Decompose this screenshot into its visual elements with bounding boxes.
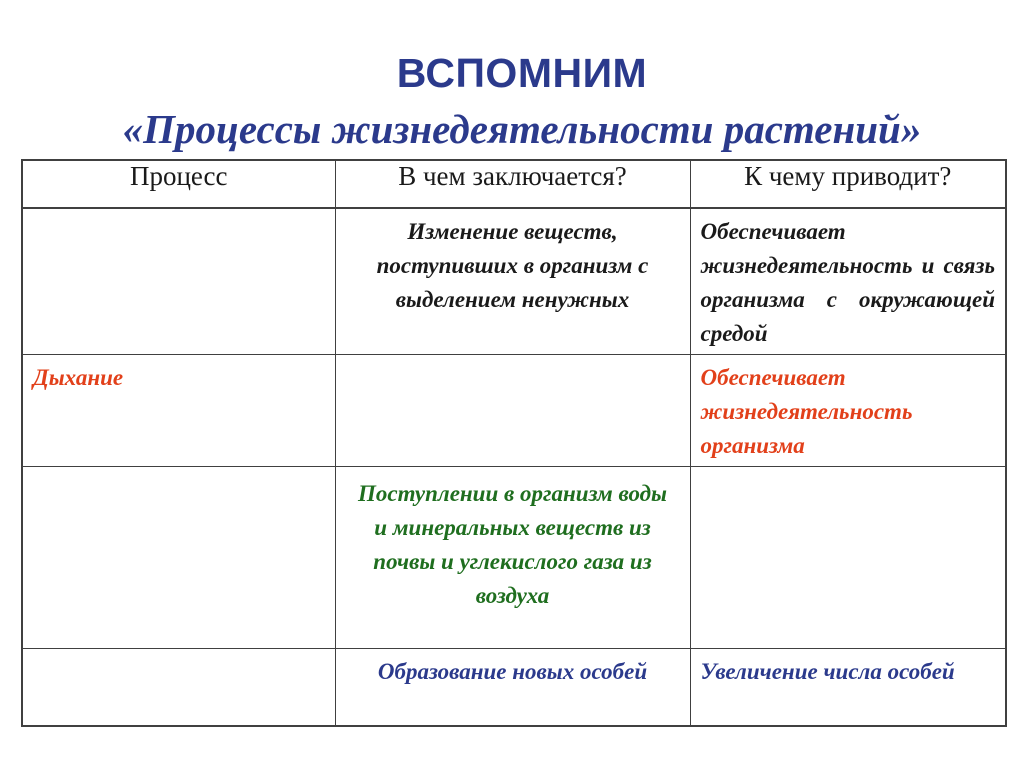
cell-process [22, 354, 335, 466]
cell-essence [335, 466, 690, 648]
cell-result [690, 208, 1006, 354]
cell-process [22, 466, 335, 648]
essence-text: Образование новых особей [377, 658, 648, 684]
result-text [691, 467, 1006, 473]
table-row [22, 648, 1006, 726]
essence-text [336, 355, 690, 361]
cell-essence [335, 354, 690, 466]
cell-result [690, 354, 1006, 466]
table-header-row [22, 160, 1006, 208]
header-essence: В чем заключается? [335, 160, 690, 208]
header-process: Процесс [22, 160, 335, 208]
essence-text: Поступлении в организм воды и минеральных веществ из почвы и углекислого газа из воздуха [357, 480, 668, 608]
process-text [23, 209, 335, 215]
result-text: Обеспечивает жизнедеятельность и связь организма с окружающей средой [700, 219, 995, 346]
result-text: Обеспечивает жизнедеятельность организма [700, 364, 913, 458]
table-row [22, 208, 1006, 354]
cell-process [22, 208, 335, 354]
cell-process [22, 648, 335, 726]
table-row [22, 466, 1006, 648]
process-text [23, 467, 335, 473]
process-text [23, 649, 335, 655]
process-text: Дыхание [33, 364, 124, 390]
slide-subtitle: «Процессы жизнедеятельности растений» [122, 106, 922, 152]
result-text: Увеличение числа особей [700, 658, 955, 684]
cell-result [690, 648, 1006, 726]
processes-table [21, 159, 1007, 727]
cell-essence [335, 208, 690, 354]
cell-essence [335, 648, 690, 726]
header-result: К чему приводит? [690, 160, 1006, 208]
slide-title: ВСПОМНИМ [396, 50, 648, 96]
essence-text: Изменение веществ, поступивших в организм с выделением ненужных [376, 219, 649, 312]
table-row [22, 354, 1006, 466]
cell-result [690, 466, 1006, 648]
